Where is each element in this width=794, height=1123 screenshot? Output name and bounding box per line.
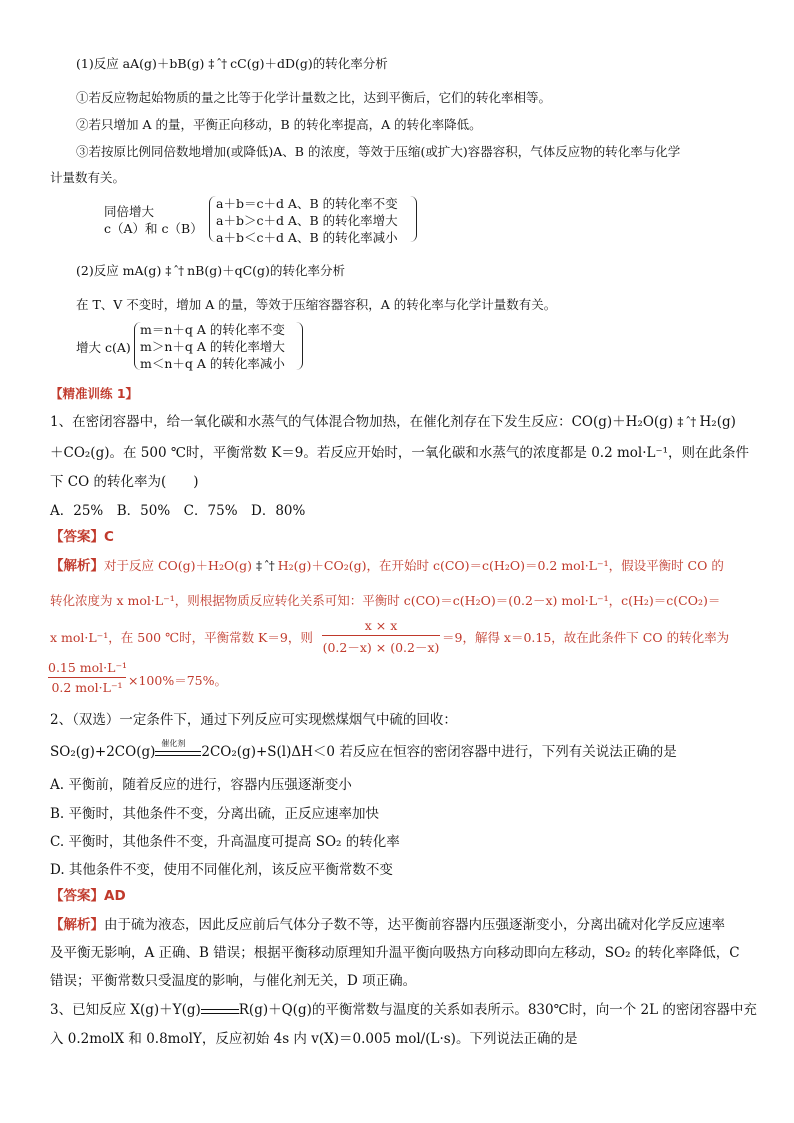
catalyst-arrow (155, 738, 201, 760)
equilibrium-symbol: ‡ ˆ† (255, 559, 274, 573)
case-label-1: 同倍增大 (104, 204, 155, 219)
explanation-text: 由于硫为液态，因此反应前后气体分子数不等，达平衡前容器内压强逐渐变小，分离出硫对化学反应速率 (104, 917, 725, 933)
right-brace (410, 196, 417, 242)
equilibrium-symbol: ‡ ˆ† (165, 264, 184, 278)
q3-stem-line2: 入 0.2molX 和 0.8molY，反应初始 4s 内 v(X)＝0.005 mol/(L·s)。下列说法正确的是 (50, 1031, 578, 1047)
explanation-text: 对于反应 CO(g)＋H₂O(g) (104, 558, 252, 573)
fraction-bar (322, 635, 440, 636)
q2-option-c: C. 平衡时，其他条件不变，升高温度可提高 SO₂ 的转化率 (50, 834, 400, 850)
case-row-2: a＋b＞c＋d A、B 的转化率增大 (216, 213, 398, 228)
fraction-numerator: x × x (364, 618, 398, 633)
case-row-1: a＋b＝c＋d A、B 的转化率不变 (216, 196, 398, 211)
fraction2-numerator: 0.15 mol·L⁻¹ (48, 660, 128, 675)
case2-row-2: m＞n＋q A 的转化率增大 (140, 339, 285, 354)
left-brace (209, 196, 216, 242)
q1-explanation-line1 (50, 554, 724, 574)
q1-stem-line2: ＋CO₂(g)。在 500 ℃时，平衡常数 K＝9。若反应开始时，一氧化碳和水蒸气的浓度都是 0.2 mol·L⁻¹，则在此条件 (50, 445, 749, 461)
q3-text-tail: R(g)＋Q(g)的平衡常数与温度的关系如表所示。830℃时，向一个 2L 的密闭容器中充 (238, 1002, 757, 1018)
q2-equation (50, 740, 677, 760)
case-label-2: c（A）和 c（B） (104, 221, 203, 236)
paragraph-3b: 计量数有关。 (50, 170, 126, 185)
q2-stem: 2、（双选）一定条件下，通过下列反应可实现燃煤烟气中硫的回收： (50, 712, 457, 728)
q1-explanation-line4: ×100%＝75%。 (128, 673, 227, 688)
equilibrium-symbol: ‡ ˆ† (208, 57, 227, 71)
case2-label: 增大 c(A) (76, 340, 131, 355)
q2-option-b: B. 平衡时，其他条件不变，分离出硫，正反应速率加快 (50, 806, 380, 822)
heading-text: (2)反应 mA(g) (76, 263, 162, 278)
case2-row-3: m＜n＋q A 的转化率减小 (140, 356, 285, 371)
q1-stem-line3: 下 CO 的转化率为( ) (50, 474, 199, 490)
explanation-text-tail: H₂(g)＋CO₂(g)，在开始时 c(CO)＝c(H₂O)＝0.2 mol·L⁻¹，假设平衡时 CO 的 (277, 558, 724, 573)
q1-text-tail: H₂(g) (699, 414, 736, 430)
catalyst-label: 催化剂 (161, 738, 186, 748)
heading-reaction-1 (76, 54, 388, 72)
q2-explanation-line1 (50, 913, 725, 933)
paragraph-4: 在 T、V 不变时，增加 A 的量，等效于压缩容器容积，A 的转化率与化学计量数有关。 (76, 297, 557, 312)
q2-option-a: A. 平衡前，随着反应的进行，容器内压强逐渐变小 (50, 777, 352, 793)
right-brace-2 (296, 322, 303, 370)
q2-answer: 【答案】AD (50, 888, 126, 904)
q1-text: 1、在密闭容器中，给一氧化碳和水蒸气的气体混合物加热，在催化剂存在下发生反应：CO(g)＋H₂O(g) (50, 414, 674, 430)
fraction2-bar (48, 677, 126, 678)
q2-explanation-line3: 错误；平衡常数只受温度的影响，与催化剂无关，D 项正确。 (50, 973, 417, 989)
q3-stem-line1 (50, 998, 757, 1018)
equilibrium-symbol: ‡ ˆ† (677, 415, 696, 429)
q1-answer: 【答案】C (50, 529, 114, 545)
explanation-label: 【解析】 (50, 917, 104, 933)
fraction-denominator: (0.2－x) × (0.2－x) (322, 640, 440, 655)
q2-explanation-line2: 及平衡无影响，A 正确、B 错误；根据平衡移动原理知升温平衡向吸热方向移动即向左移动，SO₂ 的转化率降低，C (50, 945, 740, 961)
heading-tail: cC(g)＋dD(g)的转化率分析 (230, 56, 388, 71)
heading-text: (1)反应 aA(g)＋bB(g) (76, 56, 205, 71)
paragraph-2: ②若只增加 A 的量，平衡正向移动，B 的转化率提高，A 的转化率降低。 (76, 117, 482, 132)
equation-right: 2CO₂(g)+S(l)ΔH＜0 若反应在恒容的密闭容器中进行，下列有关说法正确的是 (201, 744, 677, 760)
case2-row-1: m＝n＋q A 的转化率不变 (140, 322, 285, 337)
training-title: 【精准训练 1】 (50, 386, 139, 401)
explanation-label: 【解析】 (50, 558, 104, 574)
fraction2-denominator: 0.2 mol·L⁻¹ (51, 680, 123, 695)
heading-tail: nB(g)＋qC(g)的转化率分析 (187, 263, 345, 278)
q1-options: A．25% B．50% C．75% D．80% (50, 503, 306, 519)
q3-text: 3、已知反应 X(g)＋Y(g) (50, 1002, 201, 1018)
q1-explanation-line2: 转化浓度为 x mol·L⁻¹，则根据物质反应转化关系可知：平衡时 c(CO)＝c(H₂O)＝(0.2－x) mol·L⁻¹，c(H₂)＝c(CO₂)＝ (50, 593, 721, 608)
case-row-3: a＋b＜c＋d A、B 的转化率减小 (216, 230, 398, 245)
heading-reaction-2 (76, 261, 345, 279)
equilibrium-arrow (201, 1005, 239, 1017)
paragraph-1: ①若反应物起始物质的量之比等于化学计量数之比，达到平衡后，它们的转化率相等。 (76, 90, 552, 105)
q1-stem-line1 (50, 410, 736, 430)
equation-left: SO₂(g)+2CO(g) (50, 744, 156, 760)
paragraph-3a: ③若按原比例同倍数地增加(或降低)A、B 的浓度，等效于压缩(或扩大)容器容积，气体反应物的转化率与化学 (76, 144, 681, 159)
q2-option-d: D. 其他条件不变，使用不同催化剂，该反应平衡常数不变 (50, 862, 393, 878)
q1-explanation-line3a: x mol·L⁻¹，在 500 ℃时，平衡常数 K＝9，则 (50, 630, 313, 645)
q1-explanation-line3b: ＝9，解得 x＝0.15，故在此条件下 CO 的转化率为 (442, 630, 730, 645)
